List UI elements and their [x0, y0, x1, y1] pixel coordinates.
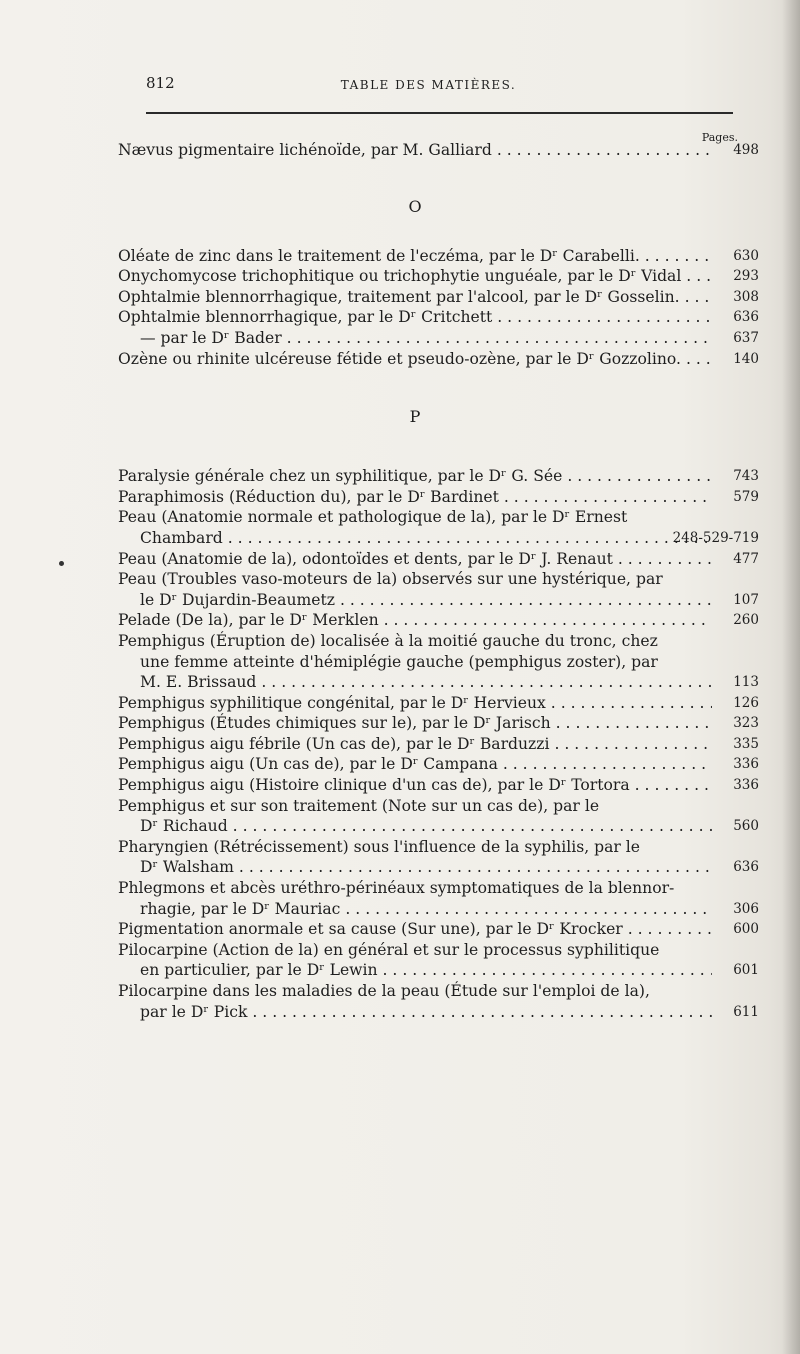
index-entry	[118, 307, 759, 328]
index-entry	[118, 796, 759, 837]
entry-text-line: Pemphigus syphilitique congénital, par le Dʳ Hervieux . . .	[118, 693, 712, 714]
entry-text-line: Pigmentation anormale et sa cause (Sur une), par le Dʳ Krocker . . .	[118, 919, 712, 940]
index-entry	[118, 631, 759, 693]
entry-text-line: Pilocarpine dans les maladies de la peau (Étude sur l'emploi de la),	[118, 982, 650, 1000]
index-entry	[118, 487, 759, 508]
index-entry	[118, 246, 759, 267]
entry-text-line: Paralysie générale chez un syphilitique, par le Dʳ G. Sée . . .	[118, 466, 712, 487]
index-entry	[118, 328, 759, 349]
entry-page-number: 248-529-719	[672, 529, 759, 546]
index-content	[118, 140, 759, 1022]
entry-text-line: rhagie, par le Dʳ Mauriac . . .	[118, 899, 712, 920]
entry-text-line: Peau (Troubles vaso-moteurs de la) observés sur une hystérique, par	[118, 570, 663, 589]
entry-text-line: Peau (Anatomie normale et pathologique de la), par le Dʳ Ernest	[118, 508, 628, 527]
entry-text-line: Pemphigus (Études chimiques sur le), par le Dʳ Jarisch . . .	[118, 713, 712, 734]
entry-page-number: 293	[733, 268, 759, 285]
entry-text-line: Oléate de zinc dans le traitement de l'eczéma, par le Dʳ Carabelli. . . .	[118, 246, 712, 267]
entry-text-line: Chambard . . .	[118, 528, 712, 549]
entry-text-line: Pemphigus aigu (Un cas de), par le Dʳ Campana . . .	[118, 754, 712, 775]
entry-page-number: 107	[733, 591, 759, 608]
entry-text-line: Pemphigus aigu (Histoire clinique d'un cas de), par le Dʳ Tortora . . .	[118, 775, 712, 796]
page-edge-shadow	[782, 0, 800, 1354]
entry-text-line: M. E. Brissaud . . .	[118, 672, 712, 693]
entry-text-line: Ophtalmie blennorrhagique, par le Dʳ Critchett . . .	[118, 307, 712, 328]
entry-text-line: Nævus pigmentaire lichénoïde, par M. Galliard . . .	[118, 140, 712, 161]
entry-page-number: 113	[733, 674, 759, 691]
running-head: TABLE DES MATIÈRES.	[340, 78, 517, 92]
index-entry	[118, 549, 759, 570]
entry-text-line: Onychomycose trichophitique ou trichophytie unguéale, par le Dʳ Vidal . . .	[118, 266, 712, 287]
pages-column-label: Pages.	[701, 131, 738, 144]
entry-page-number: 323	[733, 715, 759, 732]
entry-text-line: une femme atteinte d'hémiplégie gauche (pemphigus zoster), par	[140, 652, 658, 671]
entry-text-line: Phlegmons et abcès uréthro-périnéaux symptomatiques de la blennor-	[118, 879, 675, 898]
index-entry	[118, 754, 759, 775]
page-header	[146, 74, 711, 98]
index-entry	[118, 734, 759, 755]
index-entry	[118, 266, 759, 287]
entry-text-line: Pilocarpine (Action de la) en général et sur le processus syphilitique	[118, 940, 660, 959]
index-entry	[118, 693, 759, 714]
entry-text-line: Ozène ou rhinite ulcéreuse fétide et pseudo-ozène, par le Dʳ Gozzolino. . . .	[118, 349, 712, 370]
index-entry	[118, 569, 759, 610]
entry-text-line: Pemphigus et sur son traitement (Note sur un cas de), par le	[118, 796, 600, 815]
entry-page-number: 611	[733, 1003, 759, 1020]
entry-text-line: — par le Dʳ Bader . . .	[118, 328, 712, 349]
entry-page-number: 600	[733, 921, 759, 938]
entry-page-number: 630	[733, 247, 759, 264]
ink-dot	[59, 561, 64, 566]
section-letter: O	[408, 196, 422, 216]
entry-page-number: 498	[733, 142, 759, 158]
index-entry	[118, 981, 759, 1022]
index-entry	[118, 919, 759, 940]
index-entry	[118, 610, 759, 631]
entry-page-number: 335	[733, 735, 759, 752]
entry-text-line: Paraphimosis (Réduction du), par le Dʳ Bardinet . . .	[118, 487, 712, 508]
entry-page-number: 560	[733, 818, 759, 835]
entry-text-line: Pemphigus (Éruption de) localisée à la moitié gauche du tronc, chez	[118, 631, 658, 650]
header-rule	[146, 112, 733, 114]
entry-text-line: Peau (Anatomie de la), odontoïdes et dents, par le Dʳ J. Renaut . . .	[118, 549, 712, 570]
entry-page-number: 601	[733, 962, 759, 979]
entry-page-number: 636	[733, 309, 759, 326]
entry-text-line: Ophtalmie blennorrhagique, traitement par l'alcool, par le Dʳ Gosselin. . . .	[118, 287, 712, 308]
entry-page-number: 477	[733, 550, 759, 567]
entry-page-number: 336	[733, 777, 759, 794]
index-entry	[118, 775, 759, 796]
index-entry	[118, 140, 759, 161]
entry-page-number: 579	[733, 488, 759, 505]
entry-page-number: 306	[733, 900, 759, 917]
entry-text-line: par le Dʳ Pick . . .	[118, 1002, 712, 1023]
entry-text-line: Dʳ Richaud . . .	[118, 816, 712, 837]
index-entry	[118, 837, 759, 878]
entry-page-number: 743	[733, 468, 759, 485]
index-entry	[118, 878, 759, 919]
entry-text-line: Dʳ Walsham . . .	[118, 857, 712, 878]
entry-text-line: Pemphigus aigu fébrile (Un cas de), par le Dʳ Barduzzi . . .	[118, 734, 712, 755]
entry-page-number: 140	[733, 350, 759, 367]
entry-text-line: Pharyngien (Rétrécissement) sous l'influence de la syphilis, par le	[118, 837, 641, 856]
entry-page-number: 637	[733, 329, 759, 346]
entry-text-line: Pelade (De la), par le Dʳ Merklen . . .	[118, 610, 712, 631]
index-entry	[118, 287, 759, 308]
section-letter: P	[409, 407, 421, 427]
entry-page-number: 308	[733, 288, 759, 305]
entry-text-line: en particulier, par le Dʳ Lewin . . .	[118, 960, 712, 981]
entry-page-number: 336	[733, 756, 759, 773]
page-number: 812	[146, 74, 175, 92]
entry-text-line: le Dʳ Dujardin-Beaumetz . . .	[118, 590, 712, 611]
entry-page-number: 636	[733, 859, 759, 876]
index-entry	[118, 940, 759, 981]
index-entry	[118, 349, 759, 370]
index-entry	[118, 713, 759, 734]
index-entry	[118, 507, 759, 548]
entry-page-number: 260	[733, 612, 759, 629]
index-entry	[118, 466, 759, 487]
entry-page-number: 126	[733, 694, 759, 711]
